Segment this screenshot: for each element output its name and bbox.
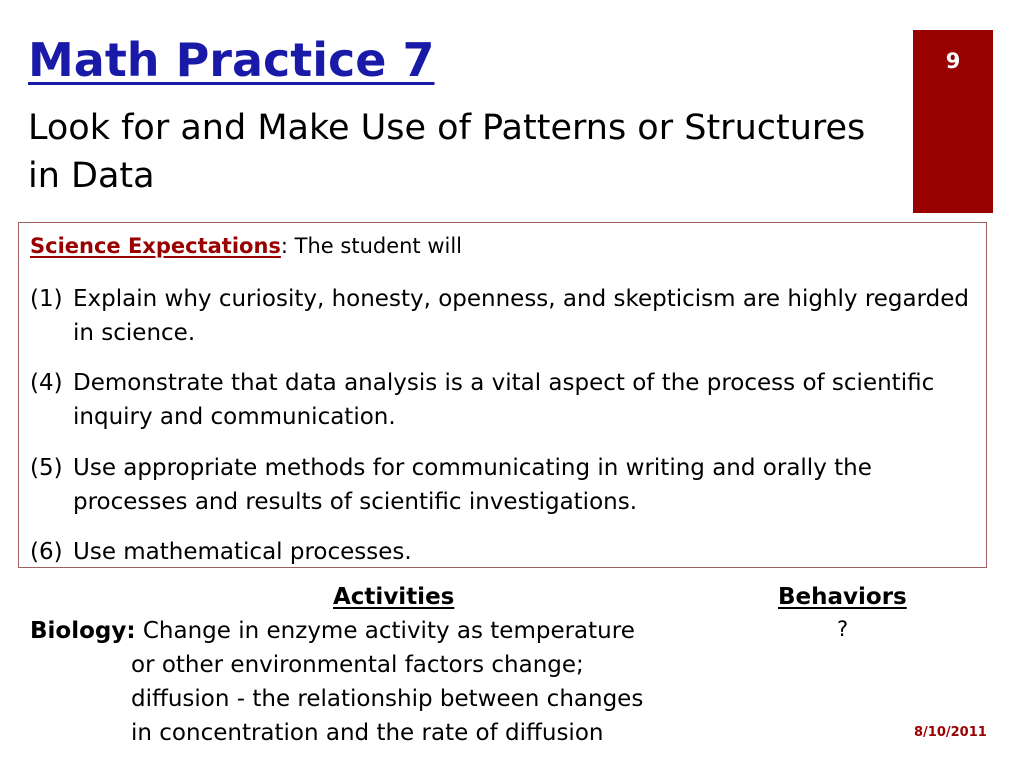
expectation-text: Demonstrate that data analysis is a vital aspect of the process of scientific inquiry and communication. <box>73 370 935 430</box>
expectations-heading <box>30 231 462 261</box>
behaviors-header: Behaviors <box>778 584 907 610</box>
slide-number: 9 <box>945 49 961 73</box>
expectation-number: (1) <box>30 286 63 312</box>
expectations-intro: : The student will <box>280 234 463 258</box>
expectation-item-4 <box>30 366 980 434</box>
slide-date: 8/10/2011 <box>914 725 987 740</box>
activities-header: Activities <box>333 584 455 610</box>
expectation-number: (6) <box>30 539 63 565</box>
biology-line-2: or other environmental factors change; <box>131 652 584 678</box>
behaviors-value: ? <box>837 617 849 641</box>
biology-line-3: diffusion - the relationship between changes <box>131 686 644 712</box>
slide-subtitle: Look for and Make Use of Patterns or Structures in Data <box>28 108 866 196</box>
expectation-number: (4) <box>30 370 63 396</box>
expectation-item-1 <box>30 282 980 350</box>
expectation-item-5 <box>30 451 980 519</box>
expectations-label: Science Expectations <box>30 234 281 258</box>
expectation-item-6 <box>30 535 980 569</box>
biology-activity <box>30 614 760 750</box>
biology-line-4: in concentration and the rate of diffusion <box>131 720 604 746</box>
expectation-text: Use appropriate methods for communicating in writing and orally the processes and results of scientific investigations. <box>73 455 872 515</box>
expectation-number: (5) <box>30 455 63 481</box>
biology-first-line <box>30 614 760 648</box>
biology-label: Biology: <box>30 618 136 644</box>
expectation-text: Explain why curiosity, honesty, openness, and skepticism are highly regarded in science. <box>73 286 970 346</box>
expectation-text: Use mathematical processes. <box>73 539 412 565</box>
slide-title: Math Practice 7 <box>28 33 435 87</box>
biology-line-1: Change in enzyme activity as temperature <box>142 618 635 644</box>
slide-number-bar <box>913 30 993 213</box>
